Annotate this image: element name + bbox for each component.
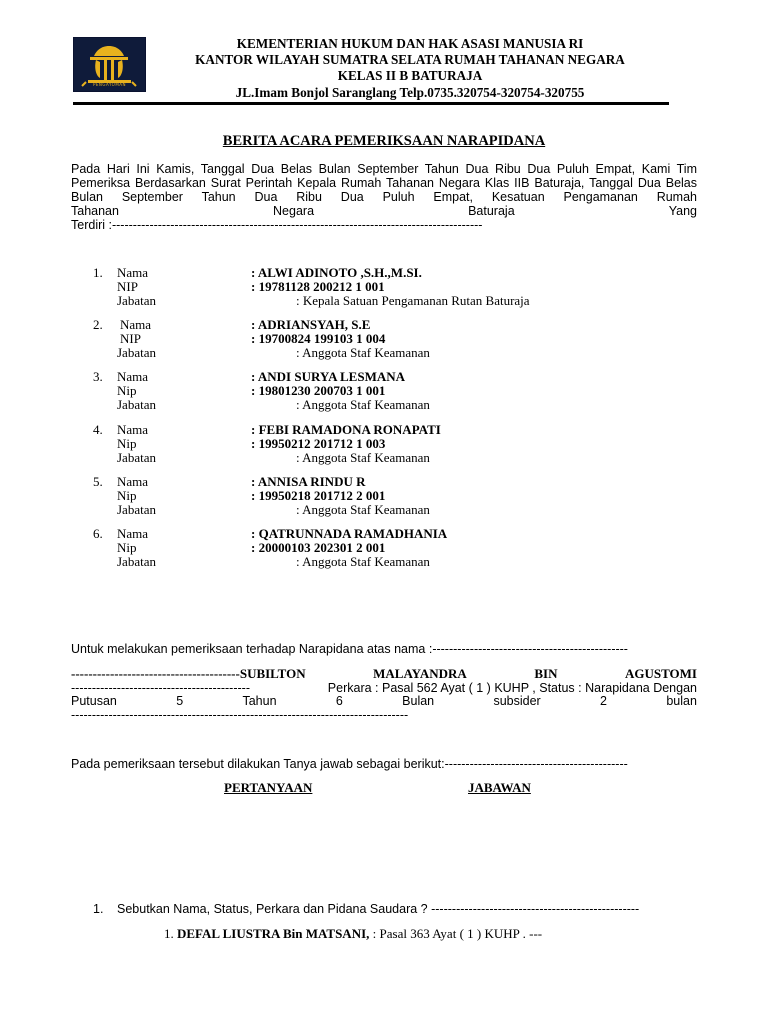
subject-name-word: AGUSTOMI bbox=[625, 666, 697, 681]
member-jabatan: : Anggota Staf Keamanan bbox=[296, 345, 430, 360]
member-name: : ANNISA RINDU R bbox=[251, 474, 366, 489]
member-nip: : 20000103 202301 2 001 bbox=[251, 540, 386, 555]
question-1: Sebutkan Nama, Status, Perkara dan Pidana Saudara ? -------------------------------------------------- bbox=[117, 902, 640, 916]
perkara-text: Perkara : Pasal 562 Ayat ( 1 ) KUHP , Status : Narapidana Dengan bbox=[327, 681, 697, 695]
putusan-word: 5 bbox=[176, 694, 184, 708]
member-label-name: Nama bbox=[117, 474, 149, 489]
member-jabatan: : Anggota Staf Keamanan bbox=[296, 554, 430, 569]
member-label-jabatan: Jabatan bbox=[117, 397, 156, 412]
member-name: : ALWI ADINOTO ,S.H.,M.SI. bbox=[251, 265, 422, 280]
institution-logo bbox=[73, 37, 146, 92]
member-nip: : 19950212 201712 1 003 bbox=[251, 436, 386, 451]
putusan-word: subsider bbox=[493, 694, 541, 708]
subject-name-word: BIN bbox=[534, 666, 558, 681]
member-jabatan: : Anggota Staf Keamanan bbox=[296, 450, 430, 465]
intro-text: Pada Hari Ini Kamis, Tanggal Dua Belas Bulan September Tahun Dua Ribu Dua Puluh Empat, Kami Tim Pemeriksa Berdasarkan Surat Perintah Kepala Rumah Tahanan Negara Klas IIB Baturaja, Tanggal Dua Belas Bulan September Tahun Dua Ribu Dua Puluh Empat, Kesatuan Pengamanan Rumah bbox=[71, 162, 697, 204]
member-number: 2. bbox=[93, 317, 103, 332]
member-entry-4 bbox=[0, 423, 768, 465]
member-entry-3 bbox=[0, 370, 768, 412]
member-nip: : 19950218 201712 2 001 bbox=[251, 488, 386, 503]
member-number: 1. bbox=[93, 265, 103, 280]
putusan-word: Tahun bbox=[242, 694, 277, 708]
question-1-number: 1. bbox=[93, 902, 104, 916]
subject-name-first: ---------------------------------------SUBILTON bbox=[71, 666, 306, 681]
member-nip: : 19801230 200703 1 001 bbox=[251, 383, 386, 398]
intro-word: Negara bbox=[273, 204, 315, 218]
answer-1-number: 1. bbox=[164, 926, 174, 941]
subject-name-word: MALAYANDRA bbox=[373, 666, 467, 681]
member-label-name: Nama bbox=[117, 369, 149, 384]
member-name: : FEBI RAMADONA RONAPATI bbox=[251, 422, 441, 437]
answer-1-detail: : Pasal 363 Ayat ( 1 ) KUHP . --- bbox=[369, 926, 543, 941]
putusan-word: 2 bbox=[600, 694, 607, 708]
member-number: 3. bbox=[93, 369, 103, 384]
intro-paragraph bbox=[71, 162, 697, 232]
intro-terdiri: Terdiri :----------------------------------------------------------------------------------------- bbox=[71, 218, 483, 232]
perkara-dashes: ------------------------------------------- bbox=[71, 681, 250, 695]
member-label-name: Nama bbox=[117, 526, 149, 541]
qa-intro: Pada pemeriksaan tersebut dilakukan Tanya jawab sebagai berikut:-------------------------------------------- bbox=[71, 757, 628, 771]
member-jabatan: : Anggota Staf Keamanan bbox=[296, 502, 430, 517]
putusan-word: Putusan bbox=[71, 694, 117, 708]
member-label-nip: Nip bbox=[117, 383, 137, 398]
member-number: 4. bbox=[93, 422, 103, 437]
member-entry-6 bbox=[0, 527, 768, 569]
member-label-name: Nama bbox=[120, 317, 152, 332]
subject-name-line bbox=[71, 666, 697, 682]
member-label-jabatan: Jabatan bbox=[117, 502, 156, 517]
member-entry-2 bbox=[0, 318, 768, 360]
letterhead bbox=[150, 36, 670, 101]
document-title: BERITA ACARA PEMERIKSAAN NARAPIDANA bbox=[222, 133, 546, 149]
member-label-name: Nama bbox=[117, 265, 149, 280]
member-label-name: Nama bbox=[117, 422, 149, 437]
member-nip: : 19781128 200212 1 001 bbox=[251, 279, 385, 294]
letterhead-class: KELAS II B BATURAJA bbox=[337, 68, 483, 83]
putusan-word: bulan bbox=[666, 694, 697, 708]
column-header-answer: JABAWAN bbox=[468, 780, 531, 795]
letterhead-address: JL.Imam Bonjol Saranglang Telp.0735.320754-320754-320755 bbox=[235, 85, 585, 100]
intro-word: Tahanan bbox=[71, 204, 119, 218]
letterhead-divider bbox=[73, 102, 669, 105]
column-header-question: PERTANYAAN bbox=[224, 780, 313, 795]
member-label-nip: Nip bbox=[117, 488, 137, 503]
member-number: 5. bbox=[93, 474, 103, 489]
member-label-nip: Nip bbox=[117, 540, 137, 555]
intro-word: Yang bbox=[668, 204, 697, 218]
member-label-nip: NIP bbox=[117, 279, 138, 294]
member-label-jabatan: Jabatan bbox=[117, 554, 156, 569]
member-jabatan: : Kepala Satuan Pengamanan Rutan Baturaja bbox=[296, 293, 530, 308]
member-number: 6. bbox=[93, 526, 103, 541]
member-label-jabatan: Jabatan bbox=[117, 450, 156, 465]
putusan-word: 6 bbox=[335, 694, 343, 708]
intro-justified-line bbox=[71, 204, 697, 218]
member-label-jabatan: Jabatan bbox=[117, 345, 156, 360]
answer-1-name: DEFAL LIUSTRA Bin MATSANI, bbox=[177, 926, 370, 941]
answer-1 bbox=[164, 926, 542, 942]
intro-word: Baturaja bbox=[468, 204, 515, 218]
letterhead-office: KANTOR WILAYAH SUMATRA SELATA RUMAH TAHANAN NEGARA bbox=[195, 52, 625, 67]
member-label-jabatan: Jabatan bbox=[117, 293, 156, 308]
member-entry-1 bbox=[0, 266, 768, 308]
member-jabatan: : Anggota Staf Keamanan bbox=[296, 397, 430, 412]
member-name: : ANDI SURYA LESMANA bbox=[251, 369, 406, 384]
member-entry-5 bbox=[0, 475, 768, 517]
letterhead-ministry: KEMENTERIAN HUKUM DAN HAK ASASI MANUSIA RI bbox=[236, 36, 584, 51]
member-name: : QATRUNNADA RAMADHANIA bbox=[251, 526, 448, 541]
member-nip: : 19700824 199103 1 004 bbox=[251, 331, 386, 346]
putusan-word: Bulan bbox=[402, 694, 435, 708]
member-label-nip: Nip bbox=[117, 436, 137, 451]
subject-closing-dashes: --------------------------------------------------------------------------------- bbox=[71, 708, 409, 722]
subject-perkara-line bbox=[71, 681, 697, 695]
member-label-nip: NIP bbox=[120, 331, 141, 346]
subject-putusan-line bbox=[71, 694, 697, 708]
subject-intro: Untuk melakukan pemeriksaan terhadap Narapidana atas nama :----------------------------------------------- bbox=[71, 642, 628, 656]
logo-caption: PENGAYOMAN bbox=[92, 82, 126, 87]
member-name: : ADRIANSYAH, S.E bbox=[251, 317, 371, 332]
